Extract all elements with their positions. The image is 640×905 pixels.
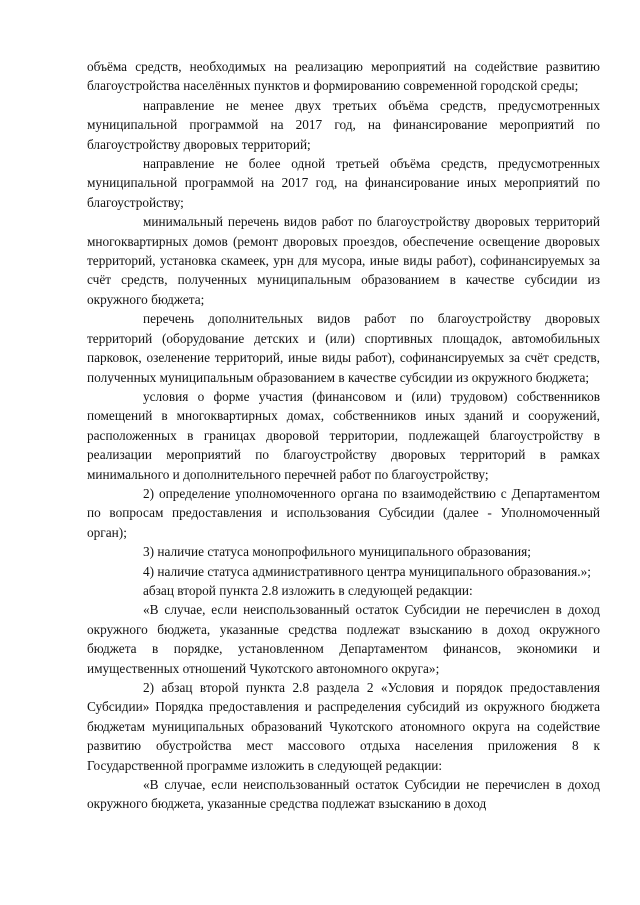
paragraph: «В случае, если неиспользованный остаток Субсидии не перечислен в доход окружного бюджета, указанные средства подлежат взысканию в доход окружного бюджета в порядке, установленном Департаментом финансов, экономики и имущественных отношений Чукотского автономного округа»; bbox=[87, 602, 600, 676]
paragraph: 4) наличие статуса административного центра муниципального образования.»; bbox=[143, 563, 591, 579]
document-page bbox=[87, 57, 600, 814]
paragraph: условия о форме участия (финансовом и (или) трудовом) собственников помещений в многоквартирных домах, собственников иных зданий и сооружений, расположенных в границах дворовой территории, подлежащей благоустройству в реализации мероприятий по благоустройству дворовых территорий в рамках минимального и дополнительного перечней работ по благоустройству; bbox=[87, 388, 600, 482]
paragraph: объёма средств, необходимых на реализацию мероприятий на содействие развитию благоустройства населённых пунктов и формированию современной городской среды; bbox=[87, 59, 600, 94]
paragraph: абзац второй пункта 2.8 изложить в следующей редакции: bbox=[143, 582, 473, 598]
paragraph: перечень дополнительных видов работ по благоустройству дворовых территорий (оборудование детских и (или) спортивных площадок, автомобильных парковок, озеленение территорий, иные виды работ), софинансируемых за счёт средств, полученных муниципальным образованием в качестве субсидии из окружного бюджета; bbox=[87, 311, 600, 385]
paragraph: направление не менее двух третьих объёма средств, предусмотренных муниципальной программой на 2017 год, на финансирование мероприятий по благоустройству дворовых территорий; bbox=[87, 97, 600, 152]
paragraph: минимальный перечень видов работ по благоустройству дворовых территорий многоквартирных домов (ремонт дворовых проездов, обеспечение освещение дворовых территорий, установка скамеек, урн для мусора, иные виды работ), софинансируемых за счёт средств, полученных муниципальным образованием в качестве субсидии из окружного бюджета; bbox=[87, 214, 600, 307]
paragraph: 2) абзац второй пункта 2.8 раздела 2 «Условия и порядок предоставления Субсидии» Порядка предоставления и распределения субсидий из окружного бюджета бюджетам муниципальных образований Чукотского атономного округа на содействие развитию обустройства мест массового отдыха населения приложения 8 к Государственной программе изложить в следующей редакции: bbox=[87, 680, 600, 773]
paragraph: 2) определение уполномоченного органа по взаимодействию с Департаментом по вопросам предоставления и использования Субсидии (далее - Уполномоченный орган); bbox=[87, 485, 600, 540]
paragraph: направление не более одной третьей объёма средств, предусмотренных муниципальной программой на 2017 год, на финансирование иных мероприятий по благоустройству; bbox=[87, 156, 600, 210]
paragraph: 3) наличие статуса монопрофильного муниципального образования; bbox=[143, 544, 531, 560]
paragraph: «В случае, если неиспользованный остаток Субсидии не перечислен в доход окружного бюджета, указанные средства подлежат взысканию в доход bbox=[87, 777, 600, 812]
